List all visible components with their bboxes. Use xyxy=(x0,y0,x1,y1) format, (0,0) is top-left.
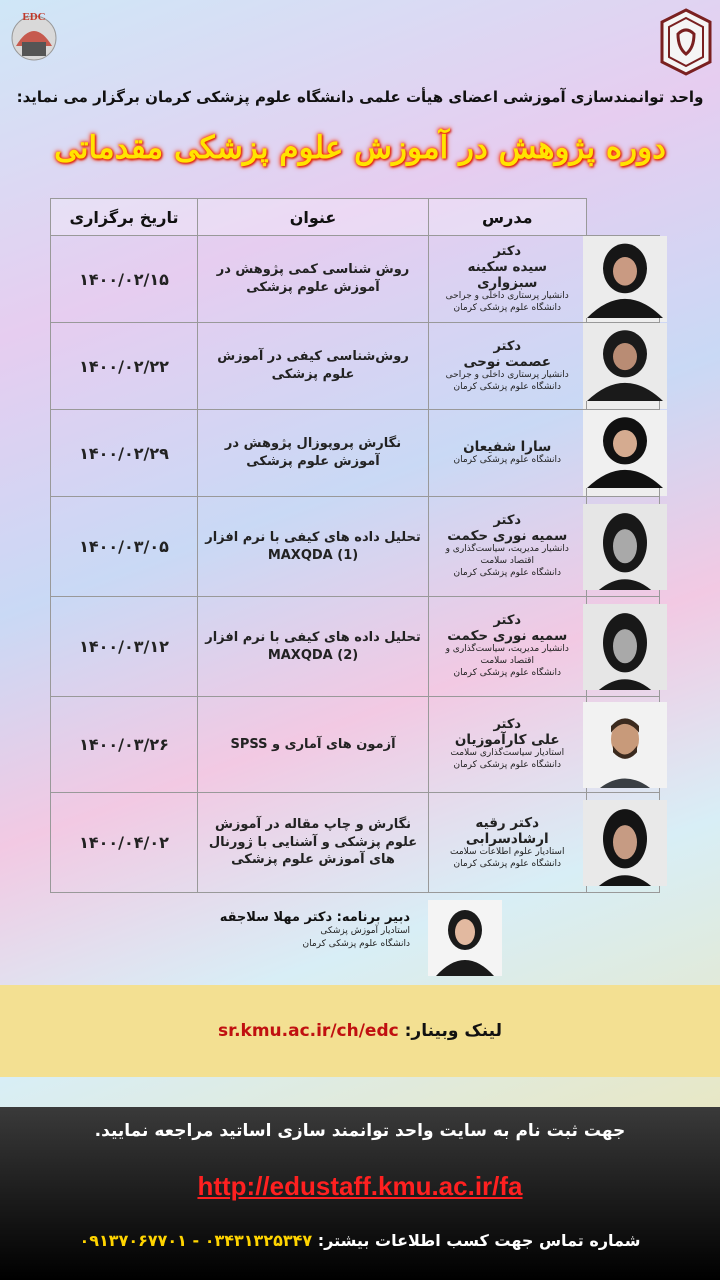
teacher-photo xyxy=(583,236,667,322)
teacher-photo-cell xyxy=(586,236,660,323)
teacher-photo-cell xyxy=(586,697,660,793)
course-title: روش‌شناسی کیفی در آموزش علوم پزشکی xyxy=(198,323,429,410)
register-link[interactable]: http://edustaff.kmu.ac.ir/fa xyxy=(197,1171,523,1201)
table-row xyxy=(51,793,660,893)
course-title: تحلیل داده های کیفی با نرم افزار MAXQDA (1) xyxy=(198,497,429,597)
teacher-photo-cell xyxy=(586,323,660,410)
webinar-banner xyxy=(0,985,720,1077)
course-title: نگارش پروپوزال پژوهش در آموزش علوم پزشکی xyxy=(198,410,429,497)
teacher-photo-cell xyxy=(586,410,660,497)
course-title: آزمون های آماری و SPSS xyxy=(198,697,429,793)
teacher-degree: دکتر xyxy=(493,243,522,259)
teacher-degree: دکتر xyxy=(493,513,522,529)
teacher-cell xyxy=(429,793,587,893)
svg-text:EDC: EDC xyxy=(22,11,46,23)
teacher-photo-cell xyxy=(586,497,660,597)
teacher-name: علی کارآموزیان xyxy=(454,732,560,749)
phone-number-2: ۰۹۱۳۷۰۶۷۷۰۱ xyxy=(79,1231,187,1250)
teacher-position: دانشگاه علوم پزشکی کرمان xyxy=(453,567,562,578)
university-logo xyxy=(660,8,712,76)
teacher-photo xyxy=(583,410,667,496)
intro-text: واحد توانمندسازی آموزشی اعضای هیأت علمی دانشگاه علوم پزشکی کرمان برگزار می نماید: xyxy=(16,88,704,106)
teacher-photo-cell xyxy=(586,793,660,893)
course-date: ۱۴۰۰/۰۲/۲۹ xyxy=(51,410,198,497)
table-row xyxy=(51,323,660,410)
header-date: تاریخ برگزاری xyxy=(51,199,198,236)
teacher-position: دانشگاه علوم پزشکی کرمان xyxy=(453,381,562,392)
course-title: تحلیل داده های کیفی با نرم افزار MAXQDA (2) xyxy=(198,597,429,697)
teacher-position: دانشگاه علوم پزشکی کرمان xyxy=(453,858,562,869)
teacher-position: دانشگاه علوم پزشکی کرمان xyxy=(453,455,562,466)
teacher-cell xyxy=(429,497,587,597)
course-date: ۱۴۰۰/۰۲/۱۵ xyxy=(51,236,198,323)
teacher-position: دانشگاه علوم پزشکی کرمان xyxy=(453,760,562,770)
teacher-cell xyxy=(429,236,587,323)
webinar-link[interactable]: sr.kmu.ac.ir/ch/edc xyxy=(217,1021,399,1041)
teacher-cell xyxy=(429,323,587,410)
teacher-position: دانشیار مدیریت، سیاست‌گذاری و xyxy=(445,544,569,555)
teacher-position: دانشیار پرستاری داخلی و جراحی xyxy=(445,369,569,380)
secretary-name: دبیر برنامه: دکتر مهلا سلاجقه xyxy=(219,910,410,925)
teacher-name: سیده سکینه سبزواری xyxy=(467,258,548,291)
phone-label: شماره تماس جهت کسب اطلاعات بیشتر: xyxy=(317,1231,641,1250)
course-date: ۱۴۰۰/۰۳/۰۵ xyxy=(51,497,198,597)
teacher-photo xyxy=(583,323,667,409)
teacher-position: استادیار سیاست‌گذاری سلامت xyxy=(450,748,565,759)
teacher-name: سارا شفیعان xyxy=(463,439,552,456)
teacher-photo-cell xyxy=(586,597,660,697)
teacher-position: دانشیار پرستاری داخلی و جراحی xyxy=(445,290,569,301)
table-header-row xyxy=(51,199,660,236)
table-row xyxy=(51,410,660,497)
edc-logo xyxy=(6,6,62,80)
course-date: ۱۴۰۰/۰۲/۲۲ xyxy=(51,323,198,410)
teacher-photo xyxy=(583,702,667,788)
secretary-university: دانشگاه علوم پزشکی کرمان xyxy=(302,938,410,949)
register-text: جهت ثبت نام به سایت واحد توانمند سازی اساتید مراجعه نمایید. xyxy=(94,1121,626,1141)
teacher-name: سمیه نوری حکمت xyxy=(447,528,568,545)
teacher-position: اقتصاد سلامت xyxy=(480,556,534,567)
table-row xyxy=(51,697,660,793)
schedule-table xyxy=(50,198,660,893)
contact-phone: شماره تماس جهت کسب اطلاعات بیشتر: ۰۳۴۳۱۳۲۵۳۴۷ - ۰۹۱۳۷۰۶۷۷۰۱ xyxy=(79,1231,641,1250)
footer xyxy=(0,1107,720,1280)
webinar-label: لینک وبینار: xyxy=(404,1021,503,1041)
secretary-title: استادیار آموزش پزشکی xyxy=(320,926,410,936)
teacher-cell xyxy=(429,410,587,497)
teacher-degree: دکتر xyxy=(493,717,522,733)
teacher-cell xyxy=(429,697,587,793)
course-date: ۱۴۰۰/۰۴/۰۲ xyxy=(51,793,198,893)
table-row xyxy=(51,236,660,323)
course-title: نگارش و چاپ مقاله در آموزش علوم پزشکی و آشنایی با ژورنال های آموزش علوم پزشکی xyxy=(198,793,429,893)
teacher-name: دکتر رقیه ارشادسرابی xyxy=(465,814,549,847)
table-row xyxy=(51,597,660,697)
table-row xyxy=(51,497,660,597)
teacher-name: سمیه نوری حکمت xyxy=(447,628,568,645)
teacher-degree: دکتر xyxy=(493,613,522,629)
course-date: ۱۴۰۰/۰۳/۲۶ xyxy=(51,697,198,793)
course-title: روش شناسی کمی پژوهش در آموزش علوم پزشکی xyxy=(198,236,429,323)
teacher-degree: دکتر xyxy=(493,338,522,354)
teacher-position: دانشیار مدیریت، سیاست‌گذاری و xyxy=(445,644,569,655)
teacher-position: استادیار علوم اطلاعات سلامت xyxy=(450,846,565,857)
phone-number-1: ۰۳۴۳۱۳۲۵۳۴۷ xyxy=(204,1231,313,1250)
teacher-photo xyxy=(583,604,667,690)
secretary-photo xyxy=(428,900,502,976)
teacher-cell xyxy=(429,597,587,697)
page-title: دوره پژوهش در آموزش علوم پزشکی مقدماتی xyxy=(54,130,666,166)
teacher-position: اقتصاد سلامت xyxy=(480,656,534,667)
teacher-photo xyxy=(583,504,667,590)
course-date: ۱۴۰۰/۰۳/۱۲ xyxy=(51,597,198,697)
secretary-info xyxy=(180,910,410,950)
teacher-name: عصمت نوحی xyxy=(463,353,551,370)
teacher-photo xyxy=(583,800,667,886)
header-title: عنوان xyxy=(198,199,429,236)
teacher-position: دانشگاه علوم پزشکی کرمان xyxy=(453,667,562,678)
teacher-position: دانشگاه علوم پزشکی کرمان xyxy=(453,302,562,313)
header-teacher: مدرس xyxy=(429,199,587,236)
